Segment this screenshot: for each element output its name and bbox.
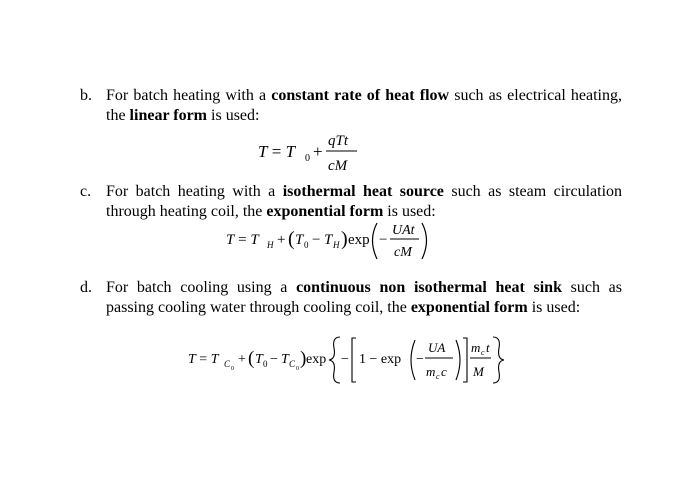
svg-text:0: 0 [305,153,310,164]
svg-text:): ) [300,348,307,369]
svg-text:−: − [416,352,424,367]
bold-term: isothermal heat source [282,183,444,200]
svg-text:T = T: T = T [258,142,296,161]
equation-linear [258,130,368,174]
svg-text:qTt: qTt [328,133,349,149]
svg-text:T = T: T = T [226,232,259,248]
list-item-c [80,182,622,222]
svg-text:H: H [267,240,274,250]
svg-text:0: 0 [263,359,268,369]
svg-text:T: T [324,232,333,248]
svg-text:−: − [270,352,278,367]
svg-text:c: c [481,348,485,357]
item-label: b. [80,87,92,104]
bold-term: exponential form [266,203,384,220]
equation-isothermal-graphic [226,218,436,266]
equation-nonisothermal-sink [188,334,498,390]
list-item-d [80,278,622,318]
equation-nonisothermal-graphic [188,334,498,390]
equation-linear-graphic [258,130,368,174]
svg-text:exp: exp [306,352,327,367]
svg-text:C: C [224,359,231,369]
svg-text:H: H [333,240,340,250]
svg-text:0: 0 [296,366,299,372]
svg-text:cM: cM [394,245,412,260]
svg-text:T: T [295,232,304,248]
svg-text:UAt: UAt [392,223,415,238]
svg-text:c: c [436,372,440,381]
svg-text:c: c [441,364,447,379]
bold-term: linear form [129,107,208,124]
svg-text:): ) [341,228,348,250]
svg-text:m: m [471,340,481,355]
svg-text:exp: exp [348,232,370,248]
list-item-b [80,86,622,126]
svg-text:−: − [312,232,321,248]
svg-text:−: − [379,232,388,248]
svg-text:T: T [255,352,263,367]
svg-text:0: 0 [231,366,234,372]
svg-text:m: m [426,364,436,379]
svg-text:(: ( [288,228,295,250]
svg-text:+: + [238,352,246,367]
svg-text:T = T: T = T [188,352,219,367]
svg-text:+: + [277,232,286,248]
svg-text:C: C [289,359,296,369]
item-label: d. [80,279,92,296]
bold-term: continuous non isothermal heat sink [296,279,562,296]
svg-text:0: 0 [304,240,309,250]
svg-text:1 − exp: 1 − exp [359,352,402,367]
svg-text:cM: cM [328,158,348,174]
svg-text:M: M [473,364,484,379]
bold-term: constant rate of heat flow [271,87,450,104]
svg-text:(: ( [248,348,255,369]
item-text: For batch cooling using a continuous non isothermal heat sink such as passing cooling water through cooling coil, the exponential form is used: [106,279,623,316]
svg-text:T: T [281,352,289,367]
svg-text:+: + [313,142,323,161]
svg-text:−: − [341,352,349,367]
equation-isothermal-source [226,218,436,266]
item-text: For batch heating with a constant rate of heat flow such as electrical heating, the linear form is used: [106,87,623,124]
svg-text:t: t [486,340,490,355]
bold-term: exponential form [410,299,528,316]
svg-text:UA: UA [428,340,446,355]
item-label: c. [80,183,92,200]
item-text: For batch heating with a isothermal heat source such as steam circulation through heating coil, the exponential form is used: [106,183,623,220]
